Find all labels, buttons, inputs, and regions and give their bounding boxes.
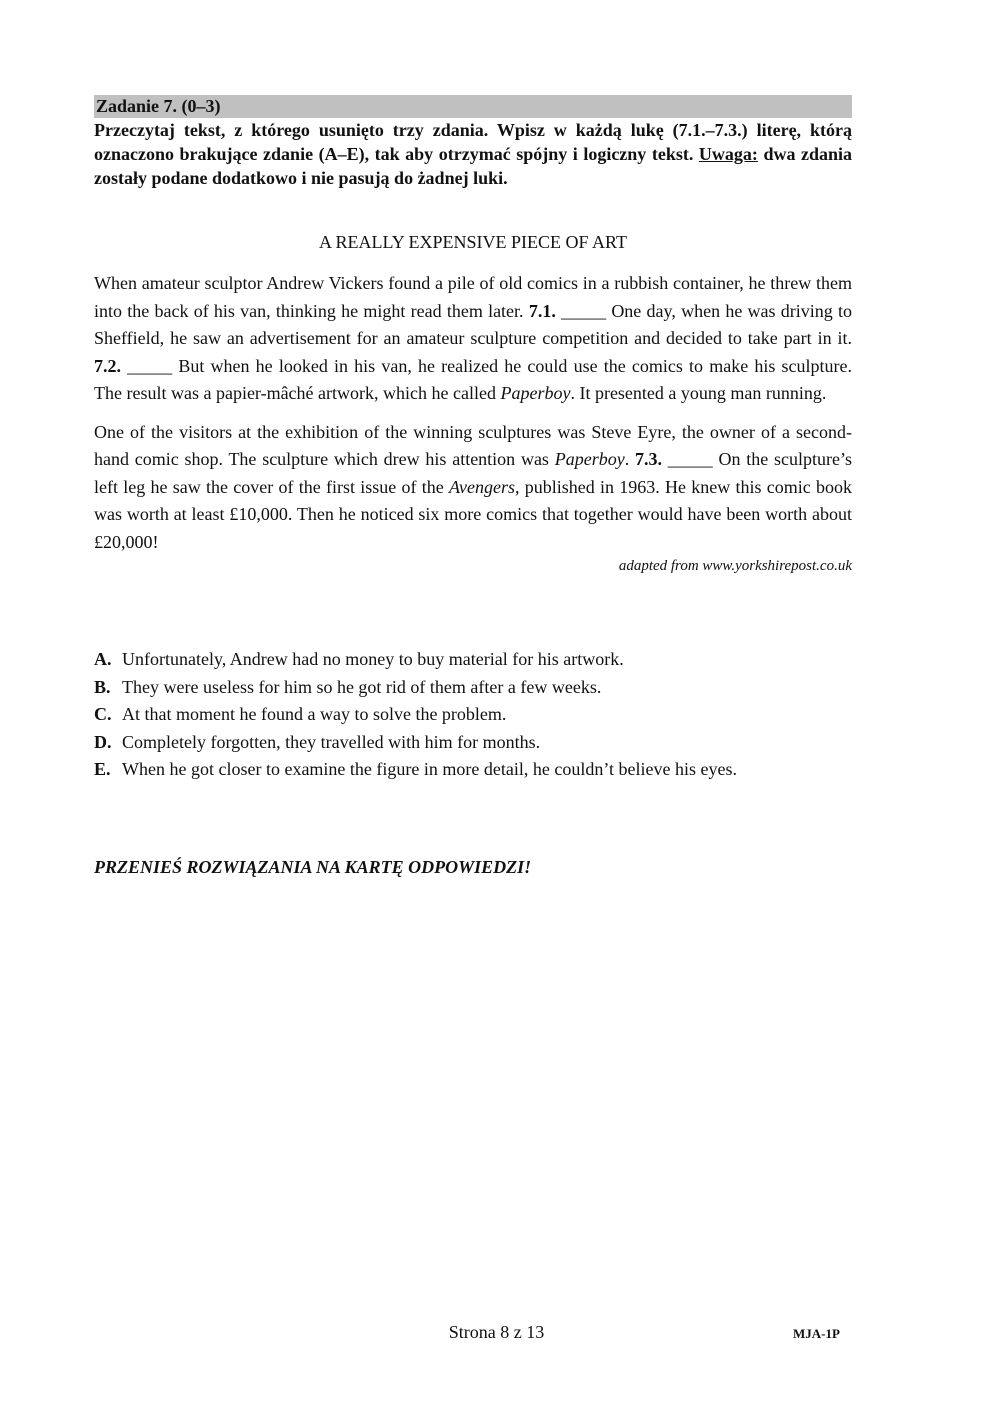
- option-letter: C.: [94, 704, 112, 724]
- option-text: They were useless for him so he got rid of them after a few weeks.: [122, 676, 602, 697]
- p2-period: .: [624, 449, 630, 469]
- option-letter: B.: [94, 676, 111, 697]
- note-text: dwa zdania zostały podane dodatkowo i nie pasują do żadnej luki.: [94, 144, 852, 188]
- gap-label-7-3: 7.3.: [634, 449, 662, 469]
- task-header: Zadanie 7. (0–3): [94, 95, 852, 118]
- option-b: [94, 674, 852, 702]
- gap-7-3: _____: [667, 449, 713, 469]
- gap-label-7-1: 7.1.: [528, 300, 556, 321]
- transfer-note: PRZENIEŚ ROZWIĄZANIA NA KARTĘ ODPOWIEDZI!: [94, 856, 532, 877]
- option-text: Unfortunately, Andrew had no money to buy material for his artwork.: [122, 649, 624, 669]
- p1-paperboy: Paperboy: [500, 383, 571, 403]
- exam-page: [94, 95, 852, 878]
- paragraph-1: [94, 270, 852, 408]
- instruction-main: Przeczytaj tekst, z którego usunięto trzy zdania. Wpisz w każdą lukę (7.1.–7.3.) literę, którą oznaczono brakujące zdanie (A–E), tak aby otrzymać spójny i logiczny tekst.: [94, 120, 852, 164]
- option-letter: A.: [94, 649, 112, 669]
- option-c: [94, 701, 852, 729]
- p2-paperboy: Paperboy: [554, 449, 625, 469]
- option-d: [94, 729, 852, 757]
- text-title: A REALLY EXPENSIVE PIECE OF ART: [319, 232, 627, 252]
- p2-avengers: Avengers: [449, 476, 515, 497]
- page-number: Strona 8 z 13: [448, 1322, 545, 1342]
- note-label: Uwaga:: [698, 144, 758, 164]
- option-e: [94, 756, 852, 784]
- option-text: When he got closer to examine the figure in more detail, he couldn’t believe his eyes.: [122, 759, 737, 779]
- option-text: Completely forgotten, they travelled with him for months.: [122, 731, 541, 752]
- p1-sentence-4: . It presented a young man running.: [570, 383, 827, 403]
- gap-7-2: _____: [127, 355, 173, 376]
- option-letter: E.: [94, 759, 111, 779]
- p1-sentence-1: When amateur sculptor Andrew Vickers found a pile of old comics in a rubbish container, he threw them into the back of his van, thinking he might read them later.: [94, 273, 852, 321]
- p1-sentence-3: But when he looked in his van, he realized he could use the comics to make his sculpture. The result was a papier-mâché artwork, which he called: [94, 355, 853, 403]
- source-note: adapted from www.yorkshirepost.co.uk: [618, 558, 852, 574]
- p2-sentence-3: , published in 1963. He knew this comic book was worth at least £10,000. Then he noticed six more comics that together would have been worth about £20,000!: [94, 476, 853, 552]
- task-instruction: [94, 118, 852, 190]
- p2-sentence-2: On the sculpture’s left leg he saw the cover of the first issue of the: [94, 449, 853, 497]
- paragraph-2: [94, 419, 852, 557]
- option-text: At that moment he found a way to solve the problem.: [122, 704, 507, 724]
- p2-sentence-1: One of the visitors at the exhibition of the winning sculptures was Steve Eyre, the owner of a second-hand comic shop. The sculpture which drew his attention was: [94, 421, 852, 469]
- exam-code: MJA-1P: [793, 1326, 840, 1341]
- gap-label-7-2: 7.2.: [94, 355, 121, 376]
- gap-7-1: _____: [561, 300, 607, 321]
- option-letter: D.: [94, 731, 112, 752]
- p1-sentence-2: One day, when he was driving to Sheffield, he saw an advertisement for an amateur sculpture competition and decided to take part in it.: [94, 300, 853, 348]
- option-a: [94, 646, 852, 674]
- options-list: [94, 646, 852, 784]
